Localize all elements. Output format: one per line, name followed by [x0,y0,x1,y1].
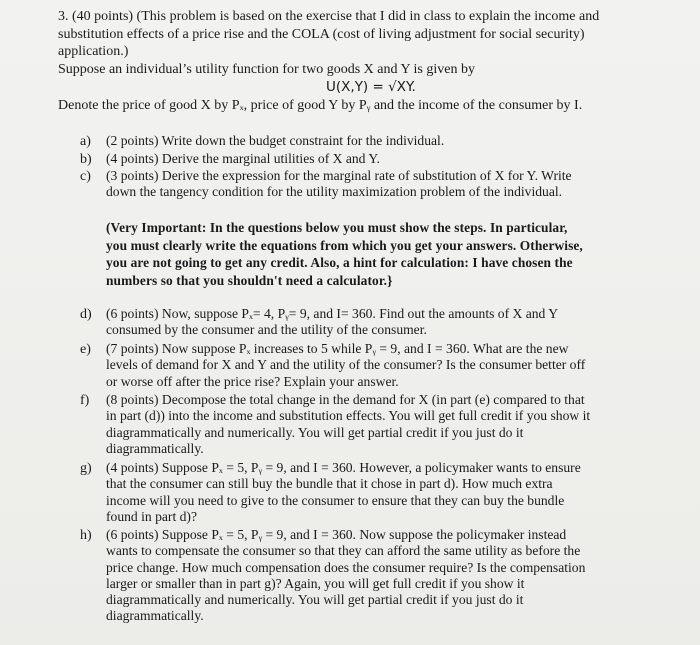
problem-header-line-2: substitution effects of a price rise and the COLA (cost of living adjustment for social security) [58,27,585,42]
part-f-label: f) [80,393,90,408]
part-d-text: (6 points) Now, suppose Pₓ= 4, Pᵧ= 9, and I= 360. Find out the amounts of X and Y consumed by the consumer and the utility of the consumer. [106,306,559,338]
part-f-text: (8 points) Decompose the total change in the demand for X (in part (e) compared to that in part (d)) into the income and substitution effects. You will get full credit if you show it diagrammatically and numerically. You will get partial credit if you just do it diagrammatically. [106,392,591,456]
part-b-label: b) [80,152,92,167]
part-e-label: e) [80,342,91,357]
part-g-text: (4 points) Suppose Pₓ = 5, Pᵧ = 9, and I = 360. However, a policymaker wants to ensure that the consumer can still buy the bundle that it chose in part d). How much extra income will you need to give to the consumer to ensure that they can buy the bundle found in part d)? [106,460,581,524]
important-note: (Very Important: In the questions below you must show the steps. In particular, you must clearly write the equations from which you get your answers. Otherwise, you are not going to get any credit. Also, a hint for calculation: I have chosen the numbers so that you shouldn't need a calculator.} [106,220,583,288]
part-h-text: (6 points) Suppose Pₓ = 5, Pᵧ = 9, and I = 360. Now suppose the policymaker instead wants to compensate the consumer so that they can afford the same utility as before the price change. How much compensation does the consumer require? Is the compensation larger or smaller than in part g)? Again, you will get full credit if you show it diagrammatically and numerically. You will get partial credit if you just do it diagrammatically. [106,527,586,624]
part-e-text: (7 points) Now suppose Pₓ increases to 5 while Pᵧ = 9, and I = 360. What are the new levels of demand for X and Y and the utility of the consumer? Is the consumer better off or worse off after the price rise? Explain your answer. [106,341,586,389]
part-d-label: d) [80,307,92,322]
part-g-label: g) [80,461,92,476]
part-a-label: a) [80,134,91,149]
part-a-text: (2 points) Write down the budget constraint for the individual. [106,133,445,148]
problem-header-line-3: application.) [58,44,129,59]
utility-function-formula: U(X,Y) = √XY. [326,79,416,95]
part-c-label: c) [80,169,91,184]
price-notation-line: Denote the price of good X by Pₓ, price of good Y by Pᵧ and the income of the consumer by I. [58,98,583,113]
part-h-label: h) [80,528,92,543]
part-c-text: (3 points) Derive the expression for the marginal rate of substitution of X for Y. Write down the tangency condition for the utility maximization problem of the individual. [106,168,572,200]
utility-intro-line: Suppose an individual’s utility function for two goods X and Y is given by [58,62,475,77]
problem-header-line-1: 3. (40 points) (This problem is based on the exercise that I did in class to explain the income and [58,9,600,24]
part-b-text: (4 points) Derive the marginal utilities of X and Y. [106,151,380,166]
